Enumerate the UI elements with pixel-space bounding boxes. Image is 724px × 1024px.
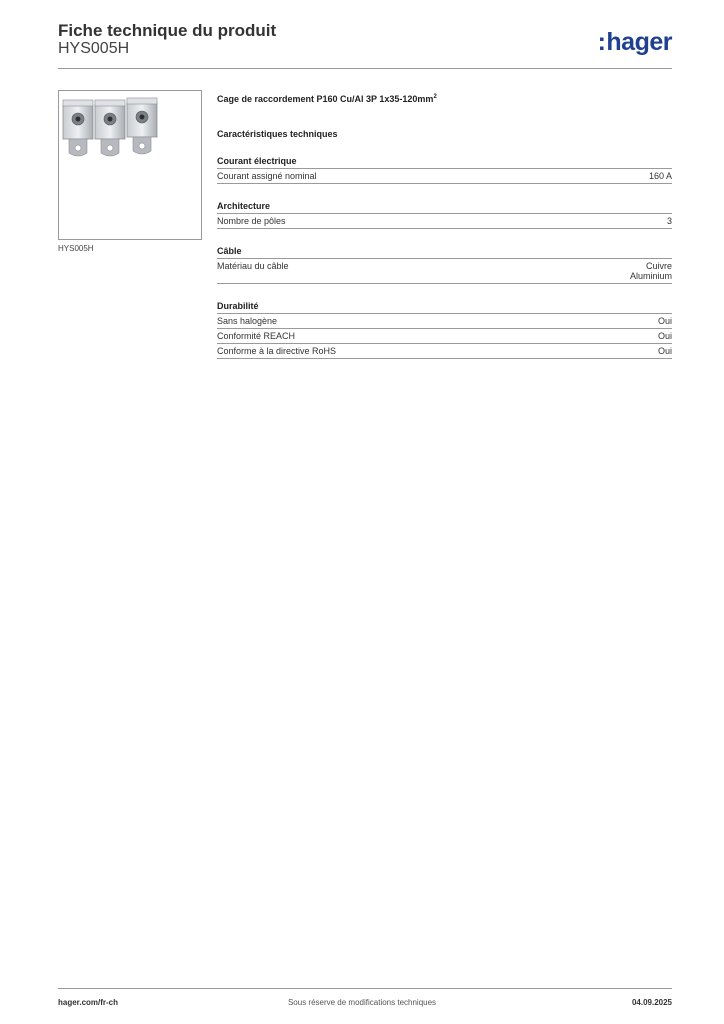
header-divider xyxy=(58,68,672,69)
spec-key: Nombre de pôles xyxy=(217,216,286,226)
product-code: HYS005H xyxy=(58,40,130,57)
spec-group-architecture xyxy=(217,201,672,229)
spec-value: Oui xyxy=(657,316,672,326)
footer-date: 04.09.2025 xyxy=(631,998,672,1007)
cage-1 xyxy=(63,100,93,156)
group-title: Câble xyxy=(217,246,672,259)
page-title: Fiche technique du produit xyxy=(58,21,277,40)
spec-key: Courant assigné nominal xyxy=(217,171,317,181)
spec-row xyxy=(217,314,672,329)
spec-key: Conforme à la directive RoHS xyxy=(217,346,337,356)
spec-key: Conformité REACH xyxy=(217,331,296,341)
spec-row xyxy=(217,214,672,229)
logo-text: hager xyxy=(606,28,672,56)
product-title-superscript: 2 xyxy=(433,94,437,100)
footer-website-link[interactable]: hager.com/fr-ch xyxy=(58,998,119,1007)
spec-row xyxy=(217,259,672,284)
hager-logo: :hager xyxy=(597,28,672,56)
spec-content xyxy=(217,94,672,359)
spec-key: Matériau du câble xyxy=(217,261,289,271)
spec-value-line: Cuivre xyxy=(645,261,672,271)
spec-group-current xyxy=(217,156,672,184)
terminal-cage-illustration xyxy=(59,91,201,239)
cage-2 xyxy=(95,100,125,156)
spec-key: Sans halogène xyxy=(217,316,278,326)
spec-row xyxy=(217,344,672,359)
image-caption: HYS005H xyxy=(58,244,94,253)
product-image xyxy=(58,90,202,240)
product-title-text: Cage de raccordement P160 Cu/Al 3P 1x35-120mm xyxy=(217,94,434,104)
spec-value: 3 xyxy=(666,216,672,226)
spec-value-line: Aluminium xyxy=(629,271,672,281)
spec-value: Oui xyxy=(657,331,672,341)
footer-notice: Sous réserve de modifications techniques xyxy=(287,998,437,1007)
section-title: Caractéristiques techniques xyxy=(217,129,338,139)
spec-row xyxy=(217,329,672,344)
footer-divider xyxy=(58,988,672,989)
group-title: Durabilité xyxy=(217,301,672,314)
spec-row xyxy=(217,169,672,184)
spec-group-durability xyxy=(217,301,672,359)
cage-3 xyxy=(127,98,157,154)
spec-value: Oui xyxy=(657,346,672,356)
group-title: Courant électrique xyxy=(217,156,672,169)
spec-group-cable xyxy=(217,246,672,284)
group-title: Architecture xyxy=(217,201,672,214)
product-title xyxy=(217,94,672,104)
spec-value xyxy=(630,261,672,281)
spec-value: 160 A xyxy=(648,171,672,181)
